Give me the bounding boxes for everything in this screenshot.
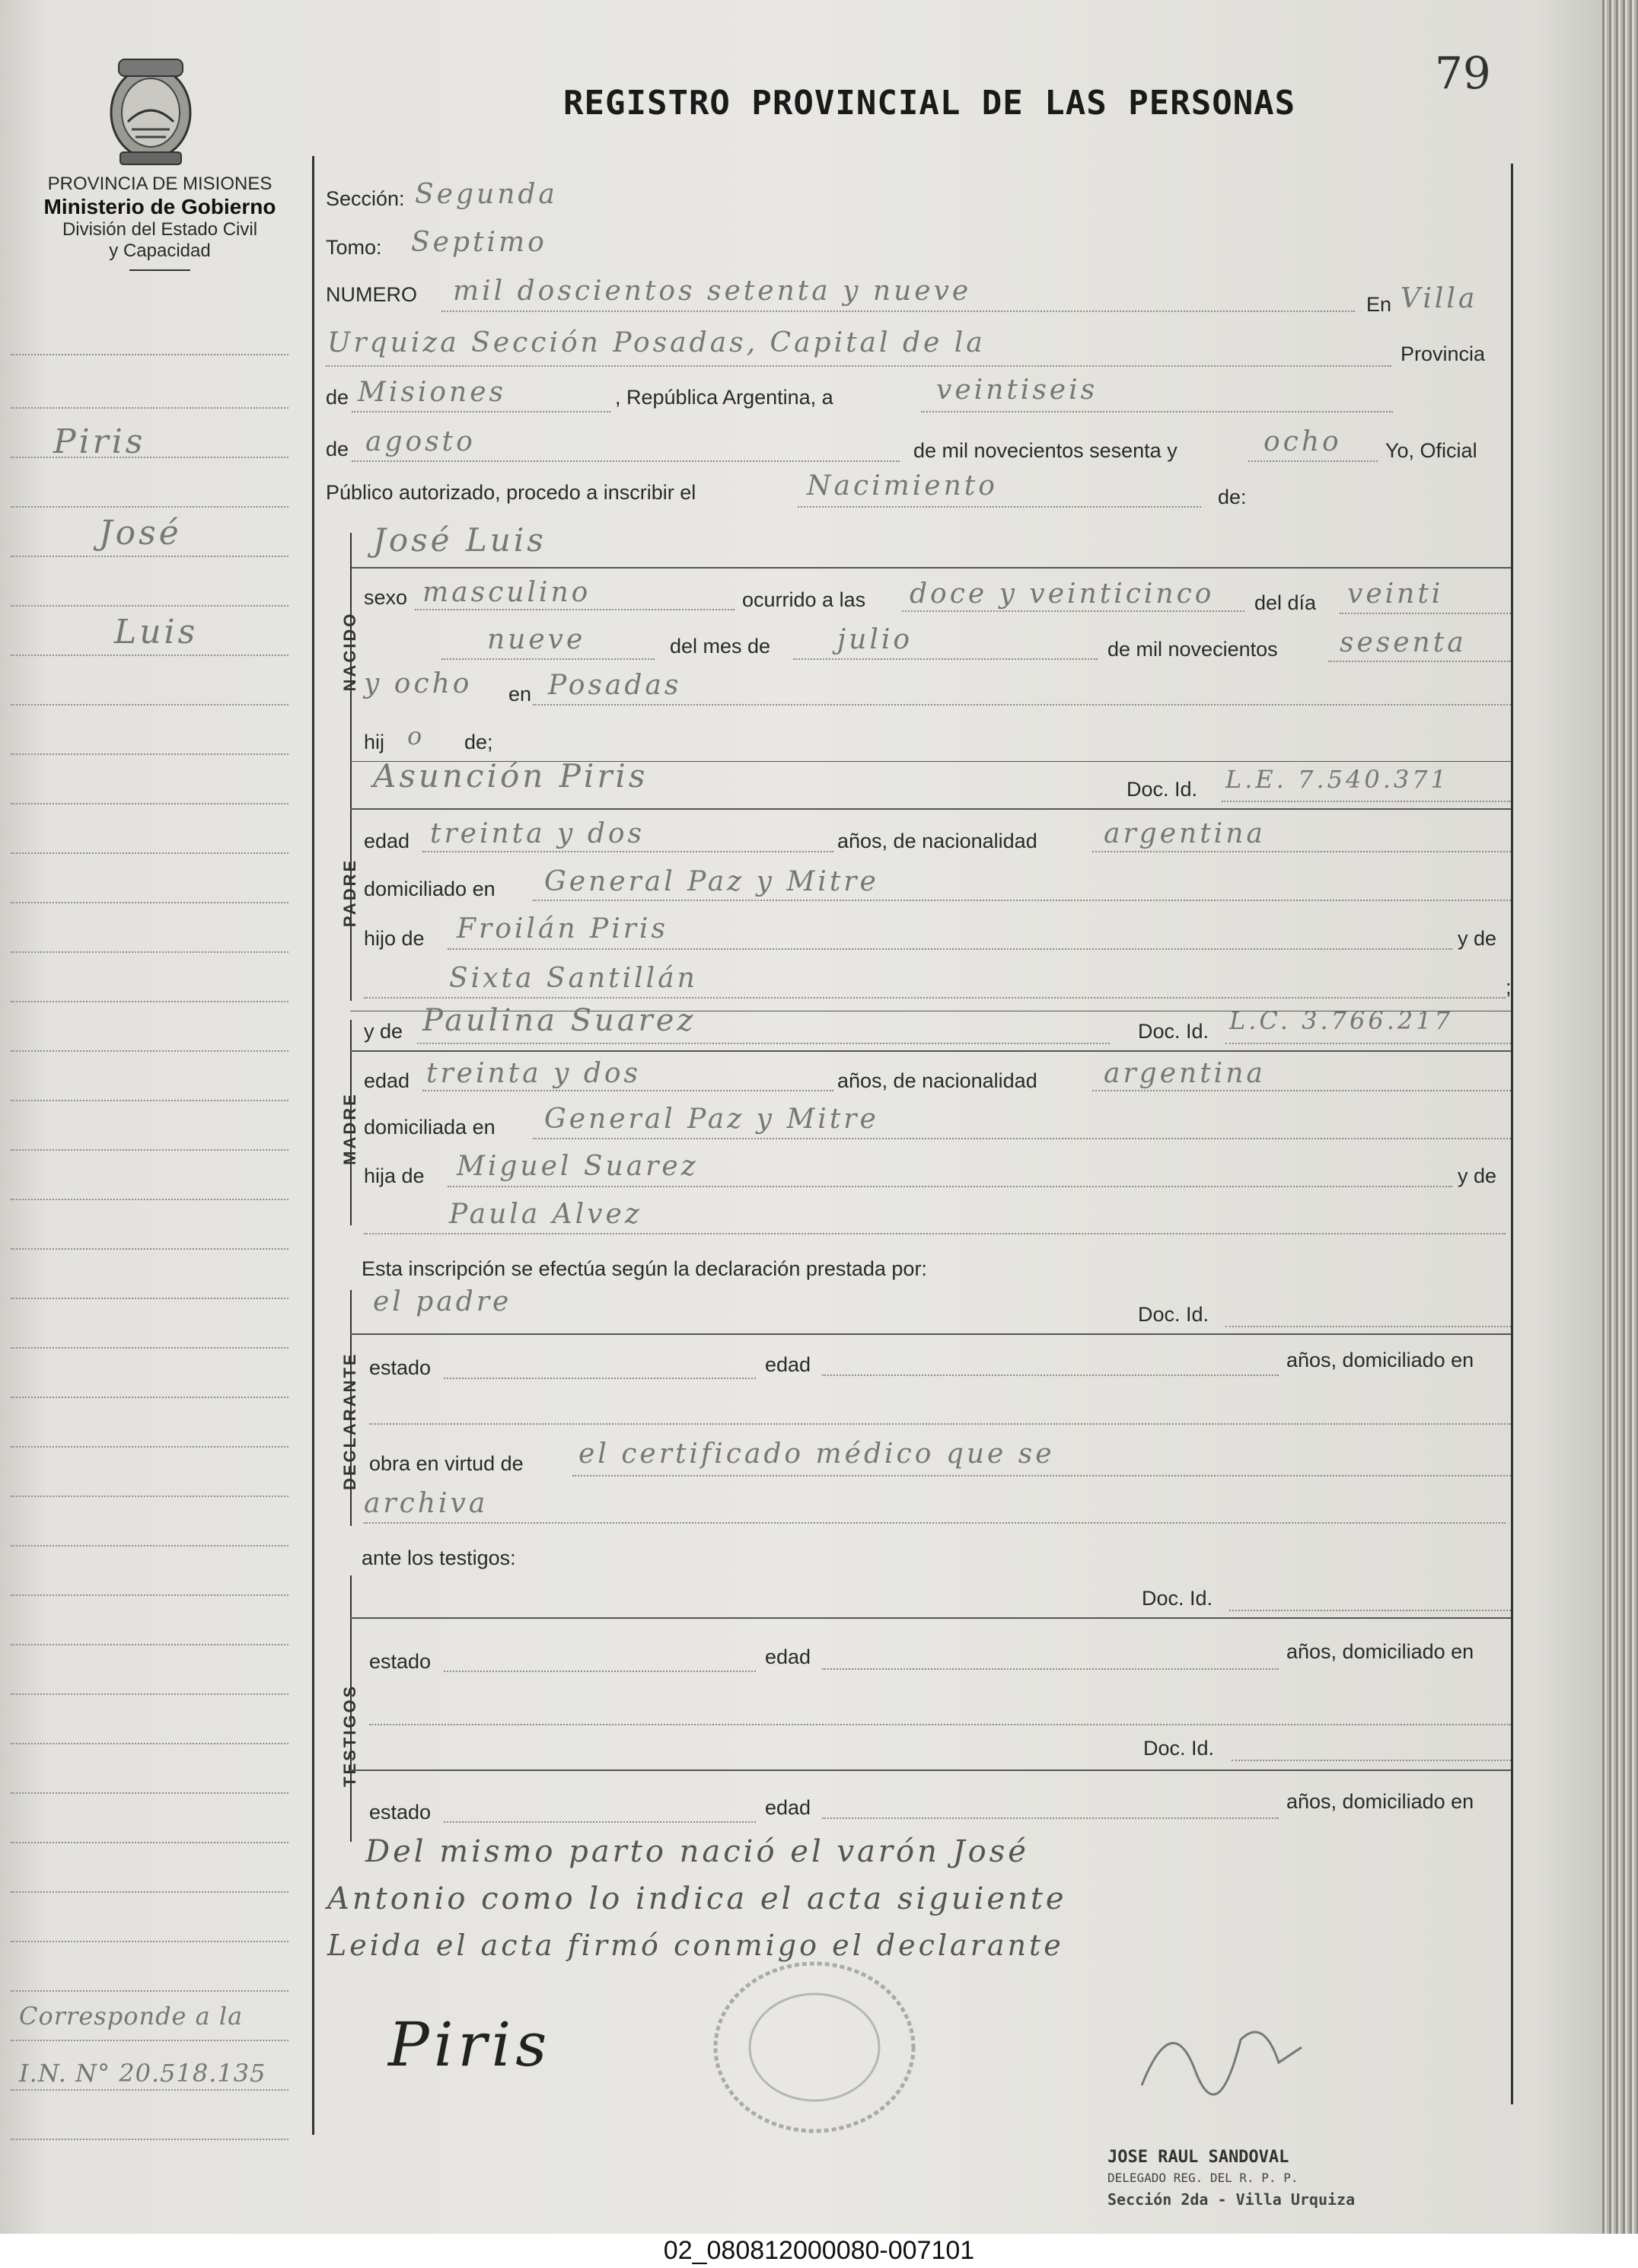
- stamp-line-3: Sección 2da - Villa Urquiza: [1107, 2190, 1356, 2209]
- label-seccion: Sección:: [326, 187, 405, 210]
- label-de-mil: de mil novecientos sesenta y: [913, 439, 1178, 462]
- value-padre-nombre: Asunción Piris: [373, 757, 649, 795]
- value-anio-nac-1: sesenta: [1340, 627, 1467, 658]
- margin-line: [11, 2139, 288, 2140]
- value-madre-nombre: Paulina Suarez: [422, 1003, 696, 1038]
- margin-line: [11, 1792, 288, 1794]
- margin-line: [11, 1050, 288, 1052]
- value-padre-edad: treinta y dos: [430, 818, 645, 849]
- margin-line: [11, 1693, 288, 1695]
- label-yo-oficial: Yo, Oficial: [1385, 439, 1477, 462]
- stamp-line-1: JOSE RAUL SANDOVAL: [1107, 2148, 1289, 2167]
- value-madre-domicilio: General Paz y Mitre: [544, 1104, 879, 1135]
- value-padre-madre: Sixta Santillán: [449, 963, 698, 994]
- label-padre-nac: años, de nacionalidad: [837, 830, 1037, 852]
- label-de-mes: de: [326, 438, 349, 460]
- division-line-1: División del Estado Civil: [62, 219, 258, 240]
- label-provincia: Provincia: [1401, 342, 1486, 365]
- label-madre-nac: años, de nacionalidad: [837, 1069, 1037, 1092]
- form-right-border: [1511, 164, 1513, 2104]
- label-y-de-madre-2: y de: [1458, 1164, 1497, 1187]
- label-ocurrido: ocurrido a las: [742, 588, 866, 611]
- header-divider: [129, 269, 190, 271]
- section-label-declarante: DECLARANTE: [340, 1352, 359, 1490]
- label-de-mil-nov: de mil novecientos: [1107, 638, 1278, 661]
- label-testigo1-doc: Doc. Id.: [1142, 1587, 1213, 1610]
- margin-line: [11, 1446, 288, 1448]
- ministry-name: Ministerio de Gobierno: [43, 195, 276, 218]
- label-y-de-padre: y de: [1458, 927, 1497, 950]
- margin-name-1: José: [99, 514, 182, 553]
- label-semicolon: ;: [1506, 976, 1512, 999]
- margin-line: [11, 2089, 288, 2091]
- registrar-signature-icon: [1127, 1994, 1324, 2108]
- label-y-de-madre: y de: [364, 1020, 403, 1043]
- margin-line: [11, 1248, 288, 1250]
- margin-line: [11, 1644, 288, 1645]
- value-nota-2: Antonio como lo indica el acta siguiente: [327, 1881, 1067, 1916]
- margin-line: [11, 655, 288, 656]
- page-number: 79: [1435, 47, 1491, 99]
- value-seccion: Segunda: [415, 179, 558, 210]
- value-nombre: José Luis: [373, 521, 547, 559]
- value-lugar: Urquiza Sección Posadas, Capital de la: [327, 327, 986, 358]
- label-obra-virtud: obra en virtud de: [369, 1452, 524, 1475]
- margin-line: [11, 1199, 288, 1200]
- margin-line: [11, 1100, 288, 1101]
- label-publico: Público autorizado, procedo a inscribir el: [326, 481, 696, 504]
- margin-line: [11, 852, 288, 854]
- stamp-line-2: DELEGADO REG. DEL R. P. P.: [1107, 2171, 1299, 2185]
- signature-piris: Piris: [388, 2009, 552, 2080]
- margin-note-1: Corresponde a la: [19, 2002, 244, 2031]
- margin-line: [11, 902, 288, 903]
- value-anio: ocho: [1264, 426, 1342, 457]
- label-testigo2-estado: estado: [369, 1801, 432, 1824]
- value-mes-nac: julio: [837, 624, 913, 655]
- margin-line: [11, 605, 288, 607]
- value-lugar-nac: Posadas: [548, 670, 682, 701]
- section-label-nacido: NACIDO: [340, 611, 359, 692]
- label-en-lugar: en: [508, 683, 532, 706]
- margin-line: [11, 1743, 288, 1744]
- book-page-edges: [1602, 0, 1638, 2234]
- margin-line: [11, 1545, 288, 1547]
- value-mes: agosto: [365, 426, 476, 457]
- value-provincia: Misiones: [358, 377, 507, 408]
- ministry-header: [15, 174, 304, 271]
- value-madre-edad: treinta y dos: [426, 1058, 642, 1089]
- value-padre-padre: Froilán Piris: [457, 913, 668, 944]
- value-madre-padre: Miguel Suarez: [457, 1151, 699, 1182]
- label-del-mes: del mes de: [670, 635, 771, 658]
- value-tomo: Septimo: [411, 227, 547, 258]
- value-hij-suffix: o: [407, 721, 425, 750]
- label-madre-edad: edad: [364, 1069, 410, 1092]
- label-de-prov: de: [326, 386, 349, 409]
- label-del-dia: del día: [1254, 591, 1317, 614]
- value-madre-madre: Paula Alvez: [449, 1199, 642, 1230]
- label-hija-de: hija de: [364, 1164, 425, 1187]
- coat-of-arms-icon: [97, 53, 204, 167]
- page-title: REGISTRO PROVINCIAL DE LAS PERSONAS: [563, 84, 1296, 123]
- value-declarante: el padre: [373, 1286, 512, 1317]
- margin-line: [11, 457, 288, 458]
- label-testigo2-anos: años, domiciliado en: [1286, 1790, 1474, 1813]
- value-padre-domicilio: General Paz y Mitre: [544, 866, 879, 897]
- official-seal-icon: [700, 1948, 929, 2146]
- value-madre-doc: L.C. 3.766.217: [1229, 1006, 1453, 1035]
- margin-note-2: I.N. N° 20.518.135: [19, 2059, 266, 2088]
- value-hora: doce y veinticinco: [910, 578, 1215, 610]
- value-obra-2: archiva: [364, 1488, 489, 1519]
- province-name: PROVINCIA DE MISIONES: [47, 174, 272, 194]
- label-testigo2-doc: Doc. Id.: [1143, 1737, 1215, 1760]
- margin-line: [11, 1594, 288, 1596]
- margin-line: [11, 1298, 288, 1299]
- value-madre-nac: argentina: [1104, 1058, 1266, 1089]
- label-testigo1-estado: estado: [369, 1650, 432, 1673]
- margin-line: [11, 1397, 288, 1398]
- value-sexo: masculino: [422, 577, 591, 608]
- label-en: En: [1366, 293, 1392, 316]
- division-line-2: y Capacidad: [109, 240, 211, 261]
- label-esta-inscripcion: Esta inscripción se efectúa según la declaración prestada por:: [362, 1257, 927, 1280]
- margin-line: [11, 753, 288, 755]
- margin-line: [11, 704, 288, 706]
- value-acto: Nacimiento: [807, 470, 998, 502]
- label-ante-testigos: ante los testigos:: [362, 1547, 516, 1569]
- margin-line: [11, 556, 288, 557]
- value-obra-1: el certificado médico que se: [578, 1438, 1055, 1470]
- margin-line: [11, 951, 288, 953]
- label-padre-domicilio: domiciliado en: [364, 878, 496, 900]
- label-testigo1-anos: años, domiciliado en: [1286, 1640, 1474, 1663]
- label-declarante-estado: estado: [369, 1356, 432, 1379]
- label-padre-doc: Doc. Id.: [1127, 778, 1198, 801]
- value-nota-3: Leida el acta firmó conmigo el declarante: [327, 1929, 1064, 1962]
- label-sexo: sexo: [364, 586, 408, 609]
- label-de-semicolon: de;: [464, 731, 493, 753]
- label-republica: , República Argentina, a: [615, 386, 833, 409]
- margin-line: [11, 1941, 288, 1942]
- label-hijo-de: hijo de: [364, 927, 425, 950]
- label-madre-doc: Doc. Id.: [1138, 1020, 1209, 1043]
- label-numero: NUMERO: [326, 283, 417, 306]
- label-padre-edad: edad: [364, 830, 410, 852]
- label-testigo1-edad: edad: [765, 1645, 811, 1668]
- label-tomo: Tomo:: [326, 236, 382, 259]
- label-declarante-anos: años, domiciliado en: [1286, 1349, 1474, 1371]
- label-madre-domicilio: domiciliada en: [364, 1116, 496, 1139]
- margin-surname: Piris: [53, 422, 146, 461]
- value-anio-nac-2: y ocho: [364, 668, 473, 699]
- value-dia-nac-1: veinti: [1347, 578, 1444, 610]
- value-numero: mil doscientos setenta y nueve: [453, 276, 972, 307]
- margin-line: [11, 1149, 288, 1151]
- value-nota-1: Del mismo parto nació el varón José: [365, 1834, 1029, 1869]
- section-label-padre: PADRE: [340, 858, 359, 928]
- label-hij: hij: [364, 731, 385, 753]
- margin-line: [11, 1347, 288, 1349]
- label-declarante-edad: edad: [765, 1353, 811, 1376]
- value-dia-nac-2: nueve: [487, 624, 586, 655]
- margin-line: [11, 506, 288, 508]
- margin-line: [11, 1001, 288, 1002]
- label-de-colon: de:: [1218, 486, 1247, 508]
- margin-line: [11, 2040, 288, 2041]
- margin-line: [11, 803, 288, 804]
- value-dia: veintiseis: [936, 374, 1098, 406]
- margin-line: [11, 1496, 288, 1497]
- value-padre-nac: argentina: [1104, 818, 1266, 849]
- form-left-border: [312, 156, 314, 2135]
- margin-line: [11, 1842, 288, 1843]
- margin-name-2: Luis: [114, 613, 199, 651]
- value-en: Villa: [1401, 283, 1478, 314]
- value-padre-doc: L.E. 7.540.371: [1225, 765, 1449, 794]
- label-declarante-doc: Doc. Id.: [1138, 1303, 1209, 1326]
- label-testigo2-edad: edad: [765, 1796, 811, 1819]
- section-label-madre: MADRE: [340, 1092, 359, 1165]
- footer-image-id: 02_080812000080-007101: [0, 2234, 1638, 2268]
- margin-line: [11, 354, 288, 355]
- margin-line: [11, 1990, 288, 1992]
- margin-line: [11, 1891, 288, 1893]
- section-label-testigos: TESTIGOS: [340, 1683, 359, 1787]
- margin-line: [11, 407, 288, 409]
